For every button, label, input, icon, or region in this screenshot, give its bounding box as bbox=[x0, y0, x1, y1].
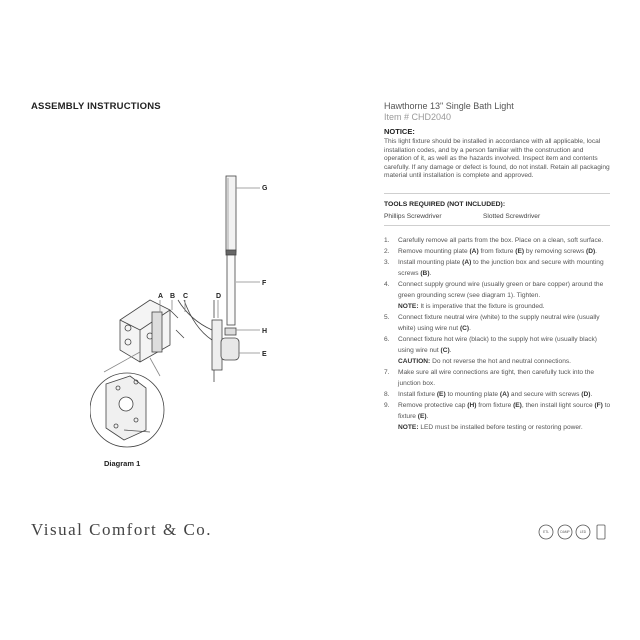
item-number: Item # CHD2040 bbox=[384, 112, 452, 122]
fixture-socket bbox=[221, 338, 239, 360]
certification-badges bbox=[537, 522, 617, 542]
label-e: E bbox=[262, 351, 267, 358]
step-text: Install mounting plate (A) to the junction box and secure with mounting screws (B). bbox=[398, 259, 604, 277]
label-d: D bbox=[216, 293, 222, 300]
instruction-step bbox=[384, 257, 612, 279]
mounting-plate bbox=[152, 312, 162, 352]
instruction-step bbox=[384, 400, 612, 433]
light-source-tube bbox=[227, 255, 235, 325]
light-source-top bbox=[226, 176, 236, 252]
step-number: 1. bbox=[384, 237, 390, 244]
step-text: Connect fixture neutral wire (white) to the supply neutral wire (usually white) using wire nut (C). bbox=[398, 314, 600, 332]
step-text: Connect fixture hot wire (black) to the supply hot wire (usually black) using wire nut (C). CAUTION: Do not reverse the hot and neutral connections. bbox=[398, 336, 597, 365]
plug-icon bbox=[597, 525, 605, 539]
notice-text: This light fixture should be installed in accordance with all applicable, local installation codes, and by a person familiar with the construction and operation of it, as well as the hazards involved. Inspect item and contents carefully. If any damage or defect is found, do not install. Retain all packaging material until installation is complete and approved. bbox=[384, 138, 610, 179]
led-text: LED bbox=[579, 530, 587, 534]
label-h: H bbox=[262, 328, 268, 335]
instruction-step bbox=[384, 334, 612, 367]
damp-text: DAMP bbox=[560, 530, 570, 534]
step-number: 5. bbox=[384, 314, 390, 321]
instruction-steps bbox=[384, 235, 612, 433]
tools-label: TOOLS REQUIRED (NOT INCLUDED): bbox=[384, 201, 506, 208]
fixture-backplate bbox=[212, 320, 222, 370]
assembly-diagram bbox=[90, 170, 290, 470]
protective-cap bbox=[225, 328, 236, 335]
instruction-step bbox=[384, 235, 612, 246]
brand-logo: Visual Comfort & Co. bbox=[31, 520, 213, 539]
etl-text: ETL bbox=[543, 530, 549, 534]
tool-item: Phillips Screwdriver bbox=[384, 213, 442, 220]
product-title: Hawthorne 13" Single Bath Light bbox=[384, 101, 514, 111]
light-source-band bbox=[226, 250, 236, 255]
label-a: A bbox=[158, 293, 164, 300]
instruction-step bbox=[384, 246, 612, 257]
step-number: 7. bbox=[384, 369, 390, 376]
notice-label: NOTICE: bbox=[384, 127, 415, 136]
instruction-step bbox=[384, 312, 612, 334]
step-text: Remove protective cap (H) from fixture (E), then install light source (F) to fixture (E). NOTE: LED must be installed before testing or restoring power. bbox=[398, 402, 611, 431]
instruction-step bbox=[384, 367, 612, 389]
step-text: Remove mounting plate (A) from fixture (E) by removing screws (D). bbox=[398, 248, 598, 255]
label-g: G bbox=[262, 185, 268, 192]
label-f: F bbox=[262, 280, 267, 287]
page-heading: ASSEMBLY INSTRUCTIONS bbox=[31, 101, 161, 112]
step-number: 2. bbox=[384, 248, 390, 255]
step-text: Make sure all wire connections are tight, then carefully tuck into the junction box. bbox=[398, 369, 595, 387]
step-text: Connect supply ground wire (usually green or bare copper) around the green grounding screw (see diagram 1). Tighten. NOTE: It is imperative that the fixture is grounded. bbox=[398, 281, 604, 310]
divider bbox=[384, 225, 610, 226]
step-text: Carefully remove all parts from the box. Place on a clean, soft surface. bbox=[398, 237, 604, 244]
label-b: B bbox=[170, 293, 176, 300]
step-number: 6. bbox=[384, 336, 390, 343]
diagram-caption: Diagram 1 bbox=[104, 459, 141, 468]
step-number: 3. bbox=[384, 259, 390, 266]
step-number: 4. bbox=[384, 281, 390, 288]
instruction-step bbox=[384, 279, 612, 312]
step-text: Install fixture (E) to mounting plate (A) and secure with screws (D). bbox=[398, 391, 593, 398]
label-c: C bbox=[183, 293, 189, 300]
step-number: 8. bbox=[384, 391, 390, 398]
tool-item: Slotted Screwdriver bbox=[483, 213, 541, 220]
instruction-step bbox=[384, 389, 612, 400]
divider bbox=[384, 193, 610, 194]
step-number: 9. bbox=[384, 402, 390, 409]
